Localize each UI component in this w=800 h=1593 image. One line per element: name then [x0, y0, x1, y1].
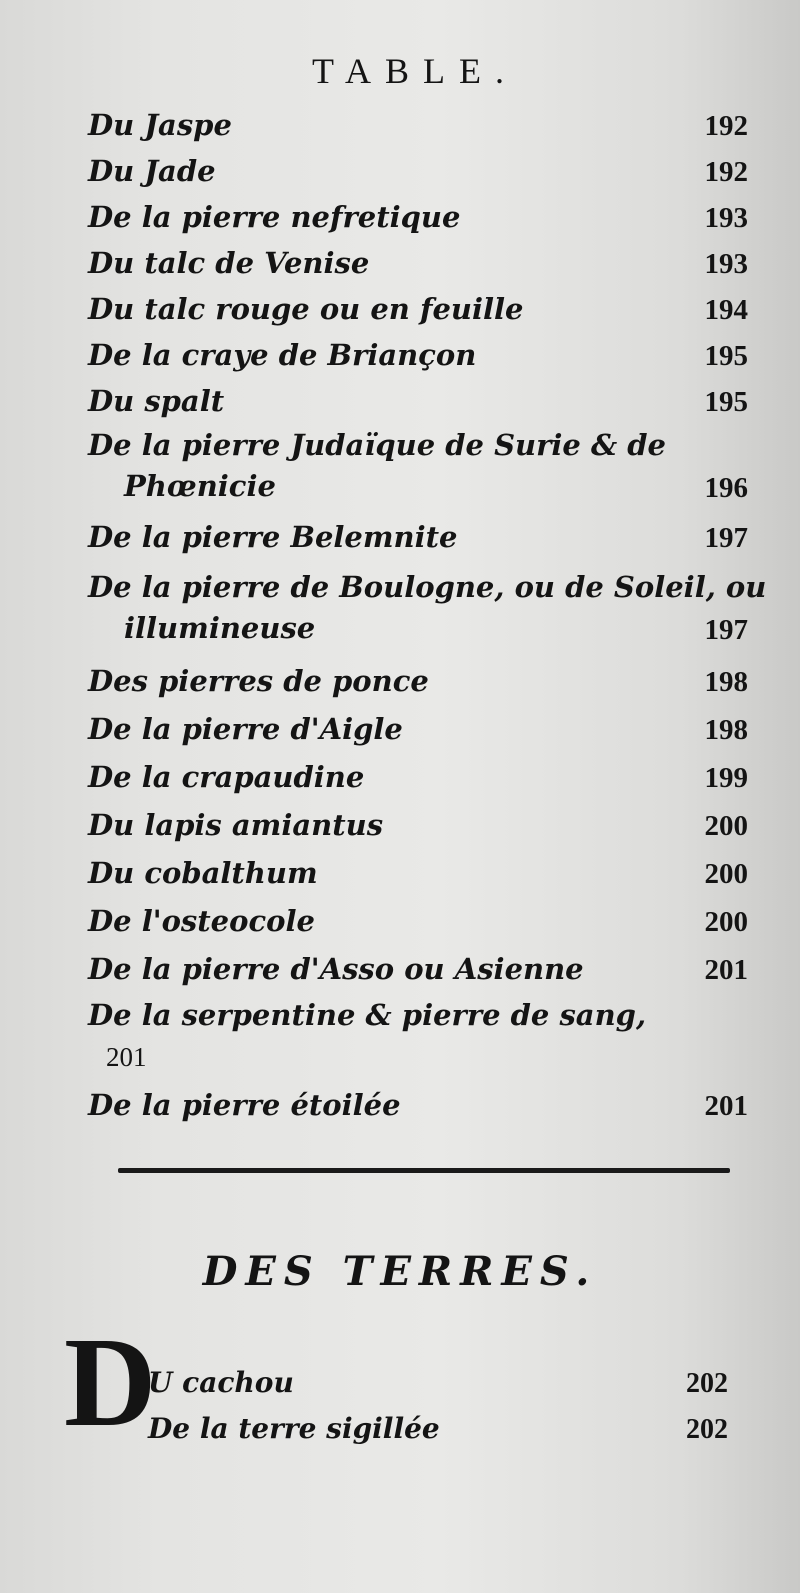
- toc-entry: [88, 384, 748, 428]
- entry-continuation: Phœnicie: [124, 469, 276, 503]
- entry-label: De la pierre d'Aigle: [88, 712, 403, 746]
- toc-entry: [88, 570, 767, 658]
- entry-page: 195: [704, 386, 748, 418]
- toc-entry: [88, 664, 748, 708]
- toc-entry: [88, 292, 748, 336]
- entry-page: 193: [704, 248, 748, 280]
- entry-page: 200: [704, 906, 748, 938]
- running-head: TABLE.: [311, 51, 519, 91]
- entry-page: 202: [686, 1368, 728, 1399]
- entry-label: Du cobalthum: [88, 856, 318, 890]
- section-divider: [118, 1168, 730, 1173]
- toc-entry: [88, 108, 748, 152]
- entry-page: 195: [704, 340, 748, 372]
- toc-entry: [88, 1088, 748, 1132]
- toc-entry: [88, 712, 748, 756]
- entry-label: De la terre sigillée: [148, 1412, 440, 1445]
- entry-label: U cachou: [148, 1366, 294, 1399]
- entry-label: Du lapis amiantus: [88, 808, 384, 842]
- entry-label: Du talc rouge ou en feuille: [88, 292, 524, 326]
- entry-label: Des pierres de ponce: [88, 664, 429, 698]
- entry-label: De la pierre Judaïque de Surie & de: [88, 428, 666, 462]
- entry-label: De la pierre Belemnite: [88, 520, 458, 554]
- entry-page: 192: [704, 110, 748, 142]
- entry-page: 198: [704, 666, 748, 698]
- entry-continuation: illumineuse: [124, 611, 316, 645]
- toc-entry: [88, 998, 748, 1086]
- entry-page: 197: [704, 614, 748, 646]
- toc-entry: [88, 952, 748, 996]
- toc-entry: [88, 856, 748, 900]
- entry-page: 192: [704, 156, 748, 188]
- entry-page: 200: [704, 858, 748, 890]
- entry-label: Du Jaspe: [88, 108, 232, 142]
- entry-label: De la pierre nefretique: [88, 200, 461, 234]
- toc-entry: [88, 520, 748, 564]
- entry-label: Du talc de Venise: [88, 246, 370, 280]
- entry-label: Du Jade: [88, 154, 216, 188]
- toc-entry: [88, 154, 748, 198]
- entry-label: De la pierre de Boulogne, ou de Soleil, ou: [88, 570, 767, 604]
- entry-page: 196: [704, 472, 748, 504]
- toc-entry: [88, 808, 748, 852]
- toc-entry: [148, 1366, 728, 1410]
- entry-page: 194: [704, 294, 748, 326]
- toc-entry: [88, 200, 748, 244]
- toc-entry: [88, 428, 748, 516]
- toc-entry: [88, 338, 748, 382]
- entry-page: 200: [704, 810, 748, 842]
- entry-page: 202: [686, 1414, 728, 1445]
- entry-page: 201: [704, 954, 748, 986]
- entry-label: De l'osteocole: [88, 904, 315, 938]
- entry-page: 198: [704, 714, 748, 746]
- entry-label: De la pierre d'Asso ou Asienne: [88, 952, 584, 986]
- entry-page: 201: [704, 1090, 748, 1122]
- entry-label: De la craye de Briançon: [88, 338, 477, 372]
- drop-cap: D: [64, 1311, 157, 1453]
- entry-page: 197: [704, 522, 748, 554]
- entry-label: Du spalt: [88, 384, 225, 418]
- entry-page: 199: [704, 762, 748, 794]
- entry-label: De la crapaudine: [88, 760, 365, 794]
- toc-entry: [88, 760, 748, 804]
- section-title: DES TERRES.: [202, 1248, 598, 1295]
- toc-entry: [148, 1412, 728, 1456]
- toc-entry: [88, 904, 748, 948]
- toc-entry: [88, 246, 748, 290]
- entry-page: 193: [704, 202, 748, 234]
- entry-label: De la pierre étoilée: [88, 1088, 401, 1122]
- entry-page: 201: [106, 1042, 147, 1072]
- entry-label: De la serpentine & pierre de sang,: [88, 998, 647, 1032]
